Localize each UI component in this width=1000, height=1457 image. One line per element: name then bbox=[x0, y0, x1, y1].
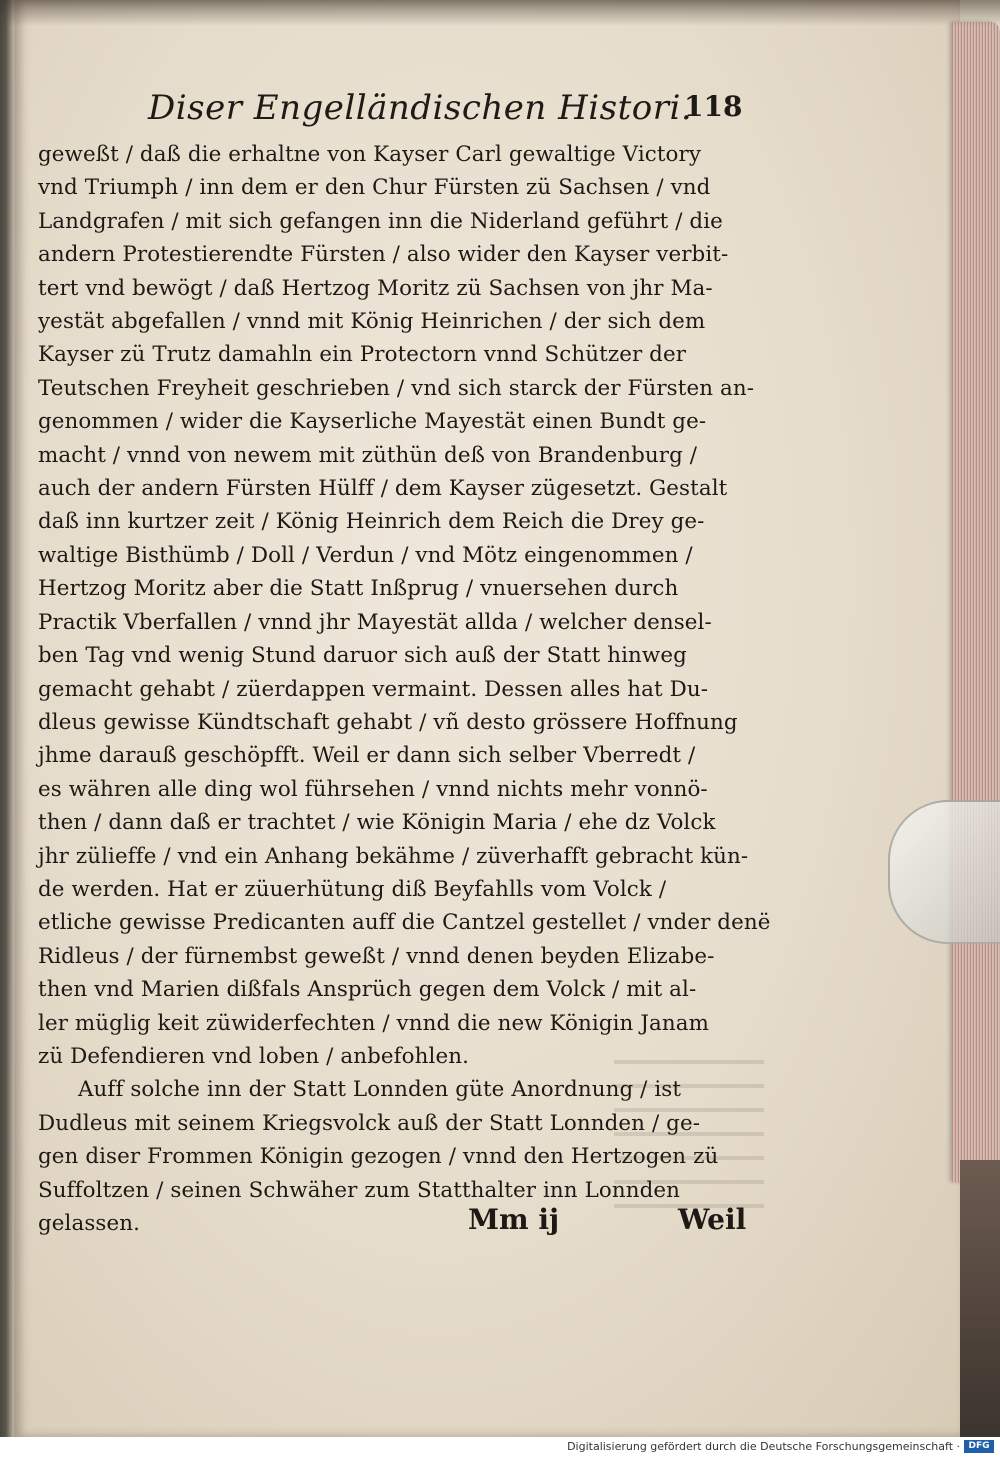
text-line: Suffoltzen / seinen Schwäher zum Statthalter inn Lonnden bbox=[38, 1177, 681, 1203]
catchword: Weil bbox=[678, 1203, 747, 1236]
signature-mark: Mm ij bbox=[468, 1203, 560, 1236]
text-line: waltige Bisthümb / Doll / Verdun / vnd Mötz eingenommen / bbox=[38, 542, 693, 568]
text-line: zü Defendieren vnd loben / anbefohlen. bbox=[38, 1043, 469, 1069]
text-line: auch der andern Fürsten Hülff / dem Kayser zügesetzt. Gestalt bbox=[38, 476, 728, 502]
text-line: andern Protestierendte Fürsten / also wider den Kayser verbit- bbox=[38, 242, 729, 268]
text-line: genommen / wider die Kayserliche Mayestät einen Bundt ge- bbox=[38, 409, 707, 435]
paragraph-1 bbox=[38, 138, 771, 1073]
text-line: geweßt / daß die erhaltne von Kayser Carl gewaltige Victory bbox=[38, 142, 702, 167]
text-line: daß inn kurtzer zeit / König Heinrich dem Reich die Drey ge- bbox=[38, 509, 705, 535]
text-line: then / dann daß er trachtet / wie Königin Maria / ehe dz Volck bbox=[38, 810, 716, 836]
running-head: Diser Engelländischen Histori. bbox=[148, 88, 693, 128]
text-line: de werden. Hat er züuerhütung diß Beyfahlls vom Volck / bbox=[38, 876, 667, 902]
text-line: gen diser Frommen Königin gezogen / vnnd den Hertzogen zü bbox=[38, 1144, 719, 1170]
text-line: es währen alle ding wol führsehen / vnnd nichts mehr vonnö- bbox=[38, 776, 708, 802]
text-line: macht / vnnd von newem mit züthün deß von Brandenburg / bbox=[38, 442, 698, 468]
text-line: jhr zülieffe / vnd ein Anhang bekähme / züverhafft gebracht kün- bbox=[38, 843, 749, 869]
footer-credit: Digitalisierung gefördert durch die Deutsche Forschungsgemeinschaft · bbox=[567, 1440, 960, 1453]
text-line: yestät abgefallen / vnnd mit König Heinrichen / der sich dem bbox=[38, 309, 706, 335]
body-text bbox=[38, 138, 771, 1240]
text-line: Ridleus / der fürnembst geweßt / vnnd denen beyden Elizabe- bbox=[38, 943, 715, 969]
text-line: Practik Vberfallen / vnnd jhr Mayestät allda / welcher densel- bbox=[38, 609, 712, 635]
page-number: 118 bbox=[684, 90, 743, 123]
top-shadow bbox=[0, 0, 1000, 26]
dfg-logo-icon: DFG bbox=[964, 1440, 994, 1453]
paragraph-2 bbox=[38, 1073, 738, 1240]
text-line: vnd Triumph / inn dem er den Chur Fürsten zü Sachsen / vnd bbox=[38, 175, 711, 201]
page-edges bbox=[952, 22, 1000, 1182]
page-clip bbox=[888, 800, 1000, 944]
text-line: dleus gewisse Kündtschaft gehabt / vñ desto grössere Hoffnung bbox=[38, 709, 738, 735]
text-line: then vnd Marien dißfals Ansprüch gegen dem Volck / mit al- bbox=[38, 977, 697, 1003]
text-line: Auff solche inn der Statt Lonnden güte Anordnung / ist bbox=[78, 1077, 682, 1103]
footer-bar bbox=[0, 1437, 1000, 1457]
text-line: Teutschen Freyheit geschrieben / vnd sich starck der Fürsten an- bbox=[38, 375, 755, 401]
book-edge-shadow bbox=[960, 1160, 1000, 1437]
text-line: jhme darauß geschöpfft. Weil er dann sich selber Vberredt / bbox=[38, 743, 696, 769]
text-line: gelassen. bbox=[38, 1211, 141, 1236]
text-line: Dudleus mit seinem Kriegsvolck auß der Statt Lonnden / ge- bbox=[38, 1110, 701, 1136]
text-line: Hertzog Moritz aber die Statt Inßprug / vnuersehen durch bbox=[38, 576, 679, 602]
text-line: Landgrafen / mit sich gefangen inn die Niderland geführt / die bbox=[38, 208, 723, 234]
text-line: tert vnd bewögt / daß Hertzog Moritz zü Sachsen von jhr Ma- bbox=[38, 275, 713, 301]
text-line: ler müglig keit züwiderfechten / vnnd die new Königin Janam bbox=[38, 1010, 709, 1036]
text-line: ben Tag vnd wenig Stund daruor sich auß der Statt hinweg bbox=[38, 643, 687, 669]
text-line: Kayser zü Trutz damahln ein Protectorn vnnd Schützer der bbox=[38, 342, 687, 368]
text-line: gemacht gehabt / züerdappen vermaint. Dessen alles hat Du- bbox=[38, 676, 709, 702]
text-line: etliche gewisse Predicanten auff die Cantzel gestellet / vnder denë bbox=[38, 910, 771, 936]
